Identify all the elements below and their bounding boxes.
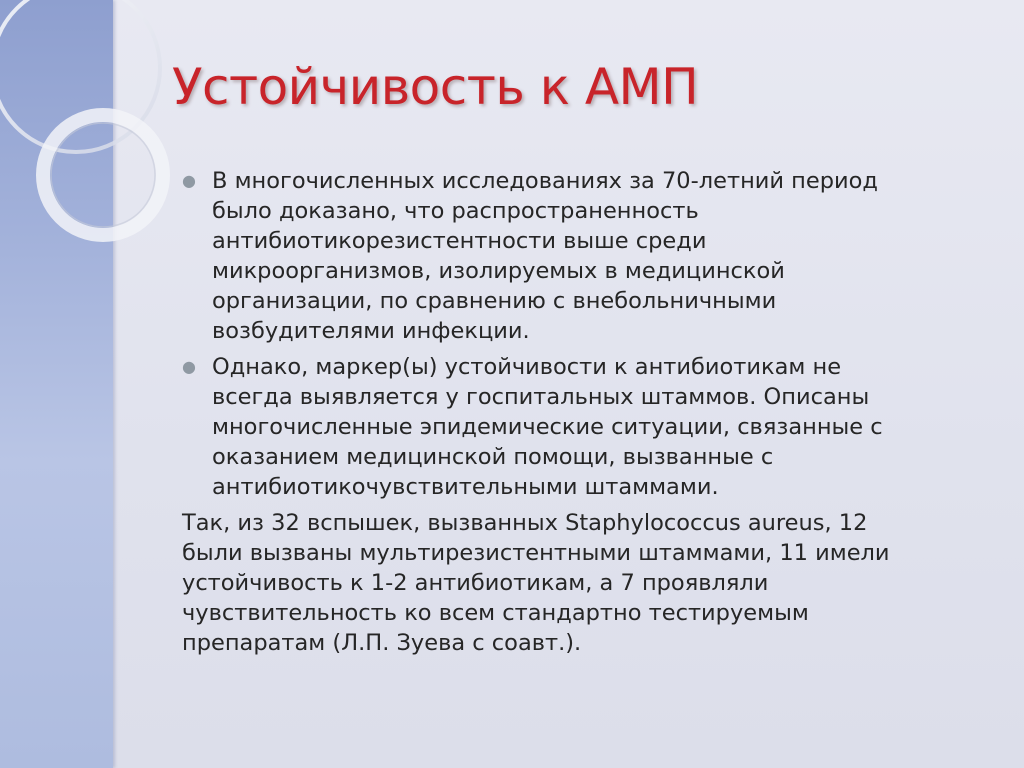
bullet-text: В многочисленных исследованиях за 70-летний период было доказано, что распространенность антибиотикорезистентности выше среди микроорганизмов, изолируемых в медицинской организации, по сравнению с внебольничными возбудителями инфекции. xyxy=(212,168,878,344)
bullet-dot-icon: ● xyxy=(182,171,196,190)
slide-body xyxy=(182,166,982,658)
small-ring-outer xyxy=(43,115,163,235)
bullet-text: Однако, маркер(ы) устойчивости к антибиотикам не всегда выявляется у госпитальных штаммов. Описаны многочисленные эпидемические ситуации, связанные с оказанием медицинской помощи, вызванные с антибиотикочувствительными штаммами. xyxy=(212,354,883,500)
bullet-item xyxy=(182,352,982,502)
body-paragraph: Так, из 32 вспышек, вызванных Staphylococcus aureus, 12 были вызваны мультирезистентными штаммами, 11 имели устойчивость к 1-2 антибиотикам, а 7 проявляли чувствительность ко всем стандартно тестируемым препаратам (Л.П. Зуева с соавт.). xyxy=(182,510,890,656)
bullet-item xyxy=(182,166,982,346)
slide-title: Устойчивость к АМП xyxy=(172,58,699,116)
bullet-dot-icon: ● xyxy=(182,357,196,376)
small-ring-inner xyxy=(51,123,155,227)
